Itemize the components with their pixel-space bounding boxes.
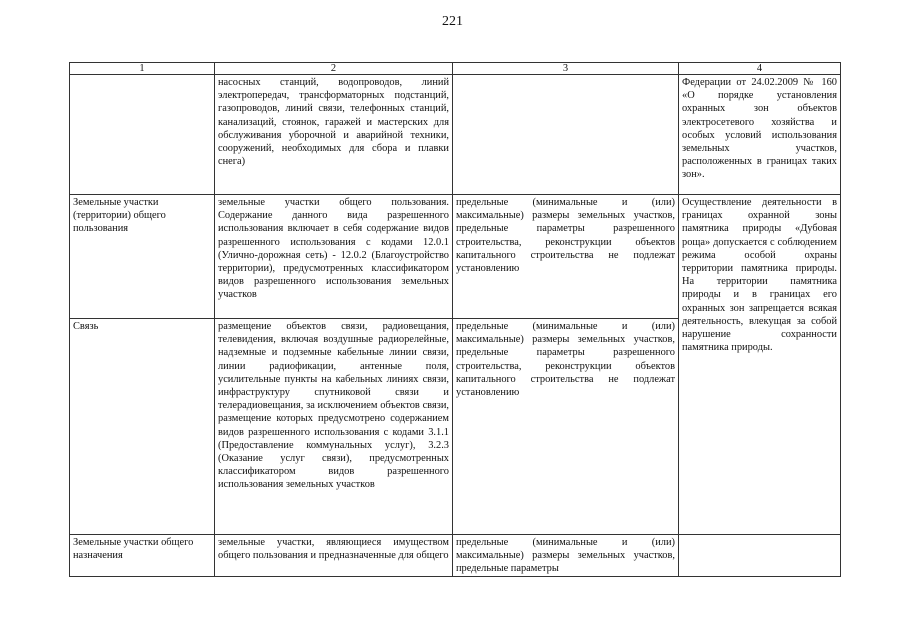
- table-cell-restrictions: Федерации от 24.02.2009 № 160 «О порядке установления охранных зон объектов электросетевого хозяйства и особых условий использования земельных участков, расположенных в границах таких зон».: [679, 75, 841, 195]
- page-number: 221: [442, 14, 463, 29]
- column-header-4: 4: [679, 63, 841, 75]
- table-cell-name: Земельные участки (территории) общего пользования: [70, 195, 215, 319]
- table-cell-description: земельные участки, являющиеся имуществом общего пользования и предназначенные для общего: [215, 535, 453, 577]
- table-cell-parameters: предельные (минимальные и (или) максимальные) размеры земельных участков, предельные параметры разрешенного строительства, реконструкции объектов капитального строительства не подлежат установлению: [453, 195, 679, 319]
- table-cell-name: Земельные участки общего назначения: [70, 535, 215, 577]
- table-row: [70, 195, 841, 319]
- column-header-1: 1: [70, 63, 215, 75]
- table-cell-description: земельные участки общего пользования. Содержание данного вида разрешенного использования включает в себя содержание видов разрешенного использования с кодами 12.0.1 (Улично-дорожная сеть) - 12.0.2 (Благоустройство территории), предусмотренных классификатором видов разрешенного использования земельных участков: [215, 195, 453, 319]
- table-header-row: [70, 63, 841, 75]
- table-cell-restrictions: Осуществление деятельности в границах охранной зоны памятника природы «Дубовая роща» допускается с соблюдением режима особой охраны территории памятника природы. На территории памятника природы и в границах его охранных зон запрещается всякая деятельность, влекущая за собой нарушение сохранности памятника природы.: [679, 195, 841, 535]
- permitted-use-table: [69, 62, 841, 577]
- table-cell-restrictions: [679, 535, 841, 577]
- column-header-3: 3: [453, 63, 679, 75]
- table-cell-description: насосных станций, водопроводов, линий электропередач, трансформаторных подстанций, газопроводов, линий связи, телефонных станций, канализаций, стоянок, гаражей и мастерских для обслуживания уборочной и аварийной техники, сооружений, необходимых для сбора и плавки снега): [215, 75, 453, 195]
- column-header-2: 2: [215, 63, 453, 75]
- table-cell-parameters: предельные (минимальные и (или) максимальные) размеры земельных участков, предельные параметры: [453, 535, 679, 577]
- table-cell-name: [70, 75, 215, 195]
- table-row: [70, 535, 841, 577]
- table-cell-parameters: [453, 75, 679, 195]
- table-cell-description: размещение объектов связи, радиовещания, телевидения, включая воздушные радиорелейные, надземные и подземные кабельные линии связи, линии радиофикации, антенные поля, усилительные пункты на кабельных линиях связи, инфраструктуру спутниковой связи и телерадиовещания, за исключением объектов связи, размещение которых предусмотрено содержанием видов разрешенного использования с кодами 3.1.1 (Предоставление коммунальных услуг), 3.2.3 (Оказание услуг связи), предусмотренных классификатором видов разрешенного использования земельных участков: [215, 319, 453, 535]
- table-row: [70, 75, 841, 195]
- table-cell-parameters: предельные (минимальные и (или) максимальные) размеры земельных участков, предельные параметры разрешенного строительства, реконструкции объектов капитального строительства не подлежат установлению: [453, 319, 679, 535]
- table-cell-name: Связь: [70, 319, 215, 535]
